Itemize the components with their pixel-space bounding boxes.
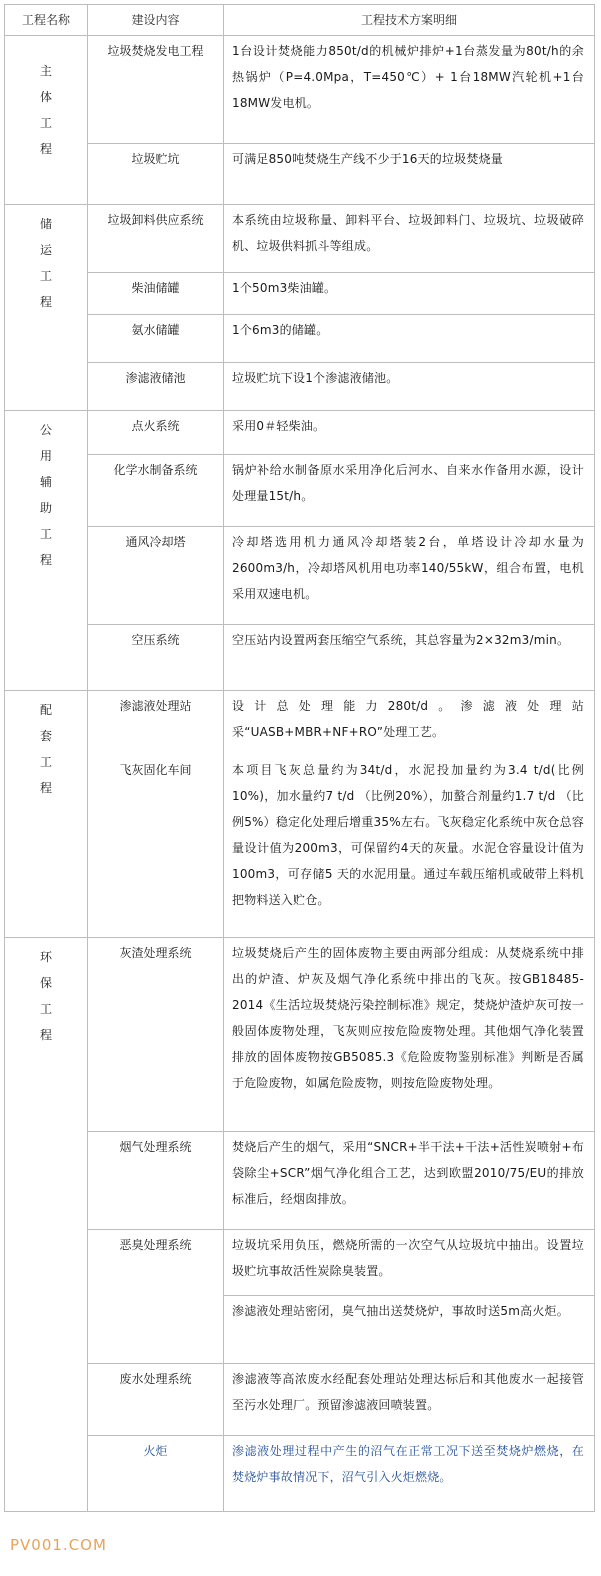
desc-cell: 本系统由垃圾称量、卸料平台、垃圾卸料门、垃圾坑、垃圾破碎机、垃圾供料抓斗等组成。 <box>224 205 595 273</box>
engineering-table <box>4 4 595 1512</box>
table-row <box>5 363 595 411</box>
desc-cell: 垃圾焚烧后产生的固体废物主要由两部分组成：从焚烧系统中排出的炉渣、炉灰及烟气净化系统中排出的飞灰。按GB18485-2014《生活垃圾焚烧污染控制标准》规定，焚烧炉渣炉灰可按一般固体废物处理，飞灰则应按危险废物处理。其他烟气净化装置排放的固体废物按GB5085.3《危险废物鉴别标准》判断是否属于危险废物，如属危险废物，则按危险废物处理。 <box>224 937 595 1131</box>
item-cell: 化学水制备系统 <box>88 455 224 527</box>
desc-cell: 渗滤液等高浓废水经配套处理站处理达标后和其他废水一起接管至污水处理厂。预留渗滤液回喷装置。 <box>224 1363 595 1435</box>
item-cell: 灰渣处理系统 <box>88 937 224 1131</box>
item-cell: 通风冷却塔 <box>88 527 224 625</box>
table-row <box>5 1363 595 1435</box>
item-cell: 垃圾贮坑 <box>88 144 224 205</box>
table-row <box>5 315 595 363</box>
category-cell-utility: 公 用 辅 助 工 程 <box>5 411 88 691</box>
desc-cell: 1台设计焚烧能力850t/d的机械炉排炉+1台蒸发量为80t/h的余热锅炉（P=4.0Mpa，T=450℃）+ 1台18MW汽轮机+1台18MW发电机。 <box>224 36 595 144</box>
table-row <box>5 205 595 273</box>
header-project-name: 工程名称 <box>5 5 88 36</box>
category-cell-environmental: 环 保 工 程 <box>5 937 88 1511</box>
header-technical-details: 工程技术方案明细 <box>224 5 595 36</box>
item-cell: 飞灰固化车间 <box>88 755 224 937</box>
item-cell: 火炬 <box>88 1435 224 1511</box>
header-construction-content: 建设内容 <box>88 5 224 36</box>
desc-cell: 1个6m3的储罐。 <box>224 315 595 363</box>
desc-cell: 冷却塔选用机力通风冷却塔装2台，单塔设计冷却水量为2600m3/h，冷却塔风机用电功率140/55kW，组合布置，电机采用双速电机。 <box>224 527 595 625</box>
item-cell: 垃圾焚烧发电工程 <box>88 36 224 144</box>
desc-cell: 渗滤液处理过程中产生的沼气在正常工况下送至焚烧炉燃烧，在焚烧炉事故情况下，沼气引入火炬燃烧。 <box>224 1435 595 1511</box>
item-cell: 点火系统 <box>88 411 224 455</box>
table-row <box>5 625 595 691</box>
watermark: PV001.COM <box>10 1536 107 1554</box>
item-cell: 空压系统 <box>88 625 224 691</box>
table-row <box>5 455 595 527</box>
item-cell: 渗滤液处理站 <box>88 691 224 756</box>
desc-cell: 垃圾坑采用负压，燃烧所需的一次空气从垃圾坑中抽出。设置垃圾贮坑事故活性炭除臭装置。 <box>224 1229 595 1295</box>
item-cell: 氨水储罐 <box>88 315 224 363</box>
table-row <box>5 273 595 315</box>
table-row <box>5 527 595 625</box>
item-cell: 渗滤液储池 <box>88 363 224 411</box>
item-cell: 烟气处理系统 <box>88 1131 224 1229</box>
item-cell: 垃圾卸料供应系统 <box>88 205 224 273</box>
desc-cell: 设计总处理能力280t/d。渗滤液处理站采“UASB+MBR+NF+RO”处理工艺。 <box>224 691 595 756</box>
item-cell: 柴油储罐 <box>88 273 224 315</box>
table-row <box>5 36 595 144</box>
item-cell: 废水处理系统 <box>88 1363 224 1435</box>
desc-cell: 锅炉补给水制备原水采用净化后河水、自来水作备用水源，设计处理量15t/h。 <box>224 455 595 527</box>
header-row <box>5 5 595 36</box>
desc-cell: 焚烧后产生的烟气，采用“SNCR+半干法+干法+活性炭喷射+布袋除尘+SCR”烟气净化组合工艺，达到欧盟2010/75/EU的排放标准后，经烟囱排放。 <box>224 1131 595 1229</box>
desc-cell: 1个50m3柴油罐。 <box>224 273 595 315</box>
table-row <box>5 1229 595 1295</box>
desc-cell: 渗滤液处理站密闭，臭气抽出送焚烧炉，事故时送5m高火炬。 <box>224 1295 595 1363</box>
category-cell-storage: 储 运 工 程 <box>5 205 88 411</box>
desc-cell: 采用0＃轻柴油。 <box>224 411 595 455</box>
item-cell: 恶臭处理系统 <box>88 1229 224 1363</box>
table-row <box>5 937 595 1131</box>
table-row <box>5 144 595 205</box>
table-row <box>5 1131 595 1229</box>
table-row <box>5 691 595 756</box>
table-row <box>5 755 595 937</box>
desc-cell: 垃圾贮坑下设1个渗滤液储池。 <box>224 363 595 411</box>
desc-cell: 可满足850吨焚烧生产线不少于16天的垃圾焚烧量 <box>224 144 595 205</box>
table-row <box>5 1435 595 1511</box>
desc-cell: 本项目飞灰总量约为34t/d，水泥投加量约为3.4 t/d(比例10%)，加水量约7 t/d （比例20%），加螯合剂量约1.7 t/d （比例5%）稳定化处理后增重35%左右。飞灰稳定化系统中灰仓总容量设计值为200m3，可保留约4天的灰量。水泥仓容量设计值为100m3，可存储5 天的水泥用量。通过车载压缩机或破带上料机把物料送入贮仓。 <box>224 755 595 937</box>
table-row <box>5 411 595 455</box>
category-cell-supporting: 配 套 工 程 <box>5 691 88 938</box>
category-cell-main: 主 体 工 程 <box>5 36 88 205</box>
desc-cell: 空压站内设置两套压缩空气系统，其总容量为2×32m3/min。 <box>224 625 595 691</box>
